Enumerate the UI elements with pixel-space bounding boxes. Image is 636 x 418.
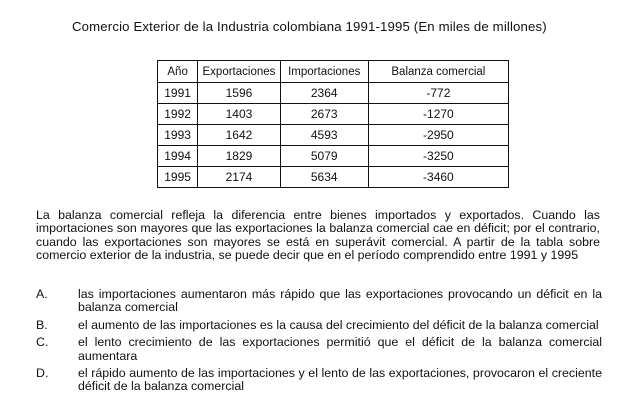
table-row <box>158 125 509 146</box>
cell-imports: 2364 <box>280 83 368 104</box>
cell-imports: 2673 <box>280 104 368 125</box>
option-letter: D. <box>36 366 49 381</box>
option-letter: A. <box>36 287 48 301</box>
cell-imports: 5634 <box>280 167 368 188</box>
table-header-row <box>158 61 509 83</box>
option-text: el aumento de las importaciones es la causa del crecimiento del déficit de la balanza comercial <box>78 317 599 332</box>
table-row <box>158 104 509 125</box>
cell-balance: -2950 <box>368 125 508 146</box>
cell-exports: 1642 <box>198 125 280 146</box>
option-text: el rápido aumento de las importaciones y el lento de las exportaciones, provocaron el creciente déficit de la balanza comercial <box>78 366 602 394</box>
trade-table <box>157 60 509 188</box>
option-text: las importaciones aumentaron más rápido que las exportaciones provocando un déficit en la balanza comercial <box>78 287 602 315</box>
header-imports: Importaciones <box>280 61 368 83</box>
cell-exports: 1829 <box>198 146 280 167</box>
cell-balance: -3250 <box>368 146 508 167</box>
table-row <box>158 83 509 104</box>
cell-imports: 4593 <box>280 125 368 146</box>
option-b <box>36 319 602 332</box>
option-text: el lento crecimiento de las exportaciones permitió que el déficit de la balanza comercial aumentara <box>78 335 602 363</box>
header-balance: Balanza comercial <box>368 61 508 83</box>
question-paragraph: La balanza comercial refleja la diferencia entre bienes importados y exportados. Cuando las importaciones son mayores que las exportaciones la balanza comercial cae en déficit; por el contrario, cuando las exportaciones son mayores se está en superávit comercial. A partir de la tabla sobre comercio exterior de la industria, se puede decir que en el período comprendido entre 1991 y 1995 <box>36 208 600 263</box>
table-title: Comercio Exterior de la Industria colombiana 1991-1995 (En miles de millones) <box>72 19 547 34</box>
answer-options <box>36 288 602 398</box>
cell-year: 1993 <box>158 125 198 146</box>
header-year: Año <box>158 61 198 83</box>
cell-year: 1991 <box>158 83 198 104</box>
option-a <box>36 288 602 315</box>
cell-balance: -3460 <box>368 167 508 188</box>
option-letter: B. <box>36 317 48 332</box>
table-row <box>158 146 509 167</box>
cell-balance: -1270 <box>368 104 508 125</box>
option-c <box>36 336 602 363</box>
table-row <box>158 167 509 188</box>
cell-balance: -772 <box>368 83 508 104</box>
option-d <box>36 367 602 394</box>
cell-year: 1994 <box>158 146 198 167</box>
header-exports: Exportaciones <box>198 61 280 83</box>
cell-imports: 5079 <box>280 146 368 167</box>
option-letter: C. <box>36 335 49 350</box>
cell-exports: 1596 <box>198 83 280 104</box>
cell-year: 1995 <box>158 167 198 188</box>
cell-exports: 1403 <box>198 104 280 125</box>
cell-exports: 2174 <box>198 167 280 188</box>
cell-year: 1992 <box>158 104 198 125</box>
